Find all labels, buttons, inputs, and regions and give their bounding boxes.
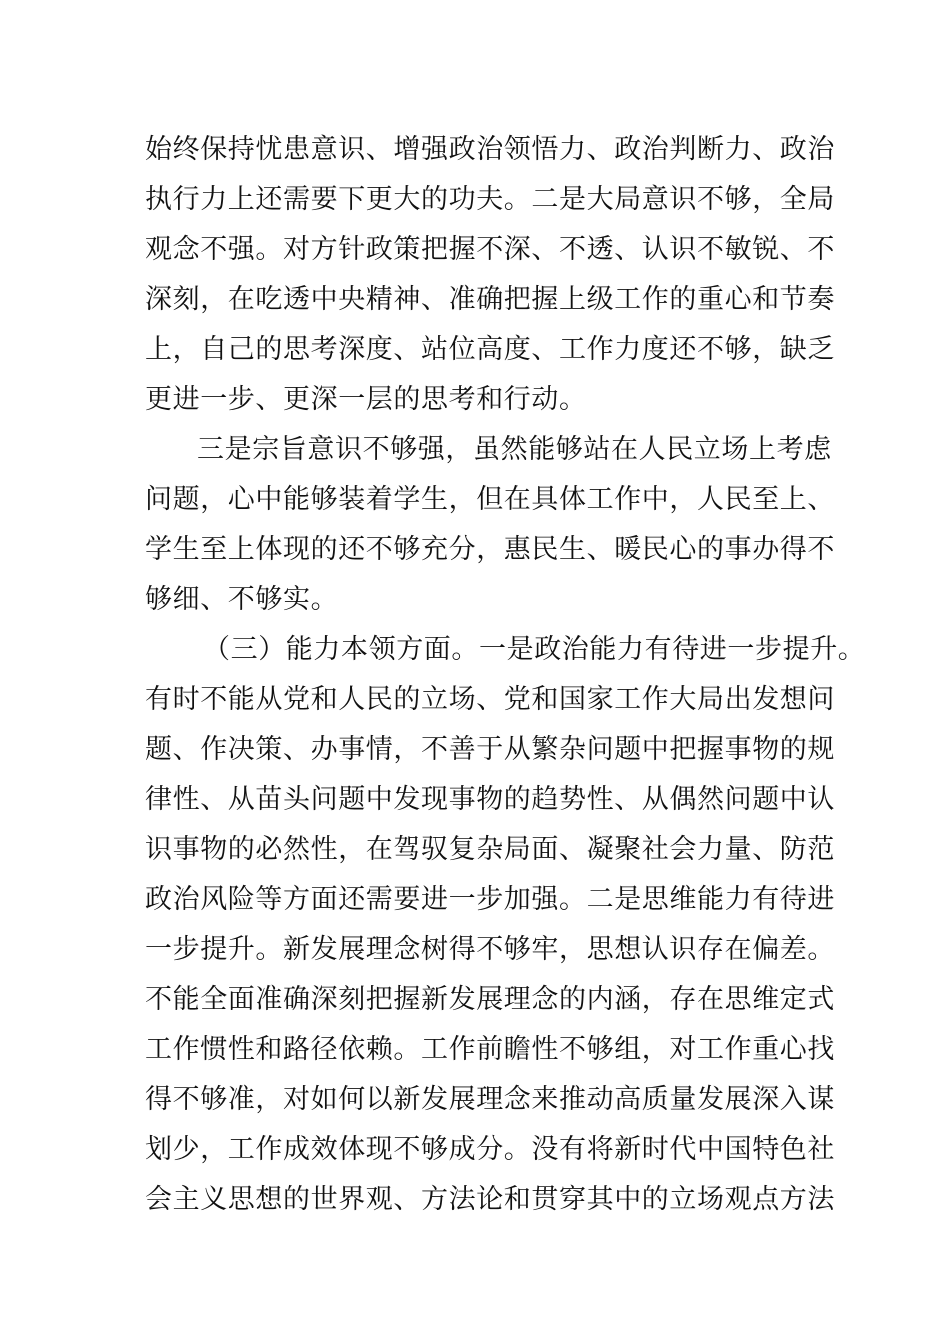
text-line: 上，自己的思考深度、站位高度、工作力度还不够，缺乏 (145, 334, 835, 365)
text-line: 一步提升。新发展理念树得不够牢，思想认识存在偏差。 (145, 934, 835, 965)
paragraph-first-line: 三是宗旨意识不够强，虽然能够站在人民立场上考虑 (197, 434, 832, 465)
text-line: 始终保持忧患意识、增强政治领悟力、政治判断力、政治 (145, 134, 835, 165)
section-heading-line: （三）能力本领方面。一是政治能力有待进一步提升。 (203, 634, 866, 665)
text-line: 观念不强。对方针政策把握不深、不透、认识不敏锐、不 (145, 234, 835, 265)
text-line: 问题，心中能够装着学生，但在具体工作中，人民至上、 (145, 484, 835, 515)
text-line: 律性、从苗头问题中发现事物的趋势性、从偶然问题中认 (145, 784, 835, 815)
text-line: 更进一步、更深一层的思考和行动。 (145, 384, 587, 415)
text-line: 工作惯性和路径依赖。工作前瞻性不够组，对工作重心找 (145, 1034, 835, 1065)
text-line: 得不够准，对如何以新发展理念来推动高质量发展深入谋 (145, 1084, 835, 1115)
text-line: 深刻，在吃透中央精神、准确把握上级工作的重心和节奏 (145, 284, 835, 315)
text-line: 识事物的必然性，在驾驭复杂局面、凝聚社会力量、防范 (145, 834, 835, 865)
text-line: 有时不能从党和人民的立场、党和国家工作大局出发想问 (145, 684, 835, 715)
text-line: 够细、不够实。 (145, 584, 339, 615)
text-line: 执行力上还需要下更大的功夫。二是大局意识不够，全局 (145, 184, 835, 215)
text-line: 会主义思想的世界观、方法论和贯穿其中的立场观点方法 (145, 1184, 835, 1215)
text-line: 学生至上体现的还不够充分，惠民生、暖民心的事办得不 (145, 534, 835, 565)
text-line: 题、作决策、办事情，不善于从繁杂问题中把握事物的规 (145, 734, 835, 765)
text-line: 不能全面准确深刻把握新发展理念的内涵，存在思维定式 (145, 984, 835, 1015)
text-line: 划少，工作成效体现不够成分。没有将新时代中国特色社 (145, 1134, 835, 1165)
text-line: 政治风险等方面还需要进一步加强。二是思维能力有待进 (145, 884, 835, 915)
